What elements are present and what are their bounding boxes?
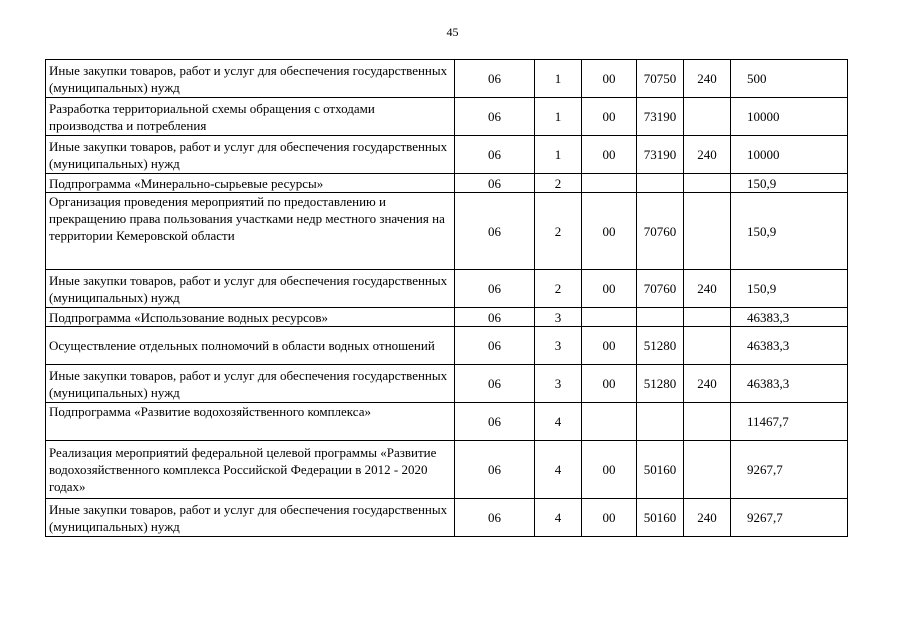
expense-type-code [684, 403, 731, 441]
direction-code: 70760 [637, 193, 684, 270]
direction-code: 51280 [637, 327, 684, 365]
table-row [46, 365, 848, 403]
subprogram-code: 3 [535, 365, 582, 403]
amount: 500 [731, 60, 848, 98]
amount: 9267,7 [731, 499, 848, 537]
direction-code [637, 403, 684, 441]
section-code: 06 [455, 174, 535, 193]
expense-type-code [684, 308, 731, 327]
table-row [46, 403, 848, 441]
section-code: 06 [455, 98, 535, 136]
section-code: 06 [455, 403, 535, 441]
event-code: 00 [582, 327, 637, 365]
section-code: 06 [455, 308, 535, 327]
event-code: 00 [582, 441, 637, 499]
row-name: Иные закупки товаров, работ и услуг для обеспечения государственных (муниципальных) нужд [46, 270, 455, 308]
event-code [582, 308, 637, 327]
row-name: Подпрограмма «Использование водных ресурсов» [46, 308, 455, 327]
row-name: Организация проведения мероприятий по предоставлению и прекращению права пользования участками недр местного значения на территории Кемеровской области [46, 193, 455, 270]
subprogram-code: 3 [535, 327, 582, 365]
row-name: Иные закупки товаров, работ и услуг для обеспечения государственных (муниципальных) нужд [46, 60, 455, 98]
row-name: Подпрограмма «Развитие водохозяйственного комплекса» [46, 403, 455, 441]
expense-type-code: 240 [684, 499, 731, 537]
direction-code: 70760 [637, 270, 684, 308]
row-name: Иные закупки товаров, работ и услуг для обеспечения государственных (муниципальных) нужд [46, 136, 455, 174]
event-code [582, 403, 637, 441]
amount: 46383,3 [731, 327, 848, 365]
amount: 150,9 [731, 270, 848, 308]
subprogram-code: 1 [535, 136, 582, 174]
event-code: 00 [582, 193, 637, 270]
subprogram-code: 1 [535, 98, 582, 136]
subprogram-code: 2 [535, 193, 582, 270]
subprogram-code: 2 [535, 174, 582, 193]
table-row [46, 327, 848, 365]
event-code: 00 [582, 499, 637, 537]
event-code: 00 [582, 270, 637, 308]
table-row [46, 136, 848, 174]
expense-type-code: 240 [684, 270, 731, 308]
table-row [46, 270, 848, 308]
table-row [46, 98, 848, 136]
subprogram-code: 2 [535, 270, 582, 308]
direction-code: 50160 [637, 499, 684, 537]
subprogram-code: 4 [535, 441, 582, 499]
budget-table [45, 59, 848, 537]
row-name: Разработка территориальной схемы обращения с отходами производства и потребления [46, 98, 455, 136]
expense-type-code [684, 98, 731, 136]
expense-type-code: 240 [684, 136, 731, 174]
section-code: 06 [455, 193, 535, 270]
amount: 10000 [731, 136, 848, 174]
table-row [46, 308, 848, 327]
table-row [46, 174, 848, 193]
amount: 46383,3 [731, 308, 848, 327]
event-code: 00 [582, 136, 637, 174]
section-code: 06 [455, 441, 535, 499]
amount: 11467,7 [731, 403, 848, 441]
row-name: Подпрограмма «Минерально-сырьевые ресурсы» [46, 174, 455, 193]
event-code: 00 [582, 60, 637, 98]
expense-type-code [684, 174, 731, 193]
section-code: 06 [455, 365, 535, 403]
direction-code: 50160 [637, 441, 684, 499]
subprogram-code: 4 [535, 499, 582, 537]
event-code: 00 [582, 365, 637, 403]
direction-code: 73190 [637, 98, 684, 136]
direction-code: 73190 [637, 136, 684, 174]
section-code: 06 [455, 136, 535, 174]
event-code: 00 [582, 98, 637, 136]
amount: 9267,7 [731, 441, 848, 499]
amount: 150,9 [731, 193, 848, 270]
table-row [46, 193, 848, 270]
section-code: 06 [455, 60, 535, 98]
row-name: Реализация мероприятий федеральной целевой программы «Развитие водохозяйственного комплекса Российской Федерации в 2012 - 2020 годах» [46, 441, 455, 499]
direction-code [637, 174, 684, 193]
expense-type-code: 240 [684, 365, 731, 403]
expense-type-code [684, 193, 731, 270]
table-row [46, 60, 848, 98]
event-code [582, 174, 637, 193]
expense-type-code [684, 441, 731, 499]
row-name: Осуществление отдельных полномочий в области водных отношений [46, 327, 455, 365]
page-number: 45 [446, 25, 459, 39]
direction-code: 70750 [637, 60, 684, 98]
row-name: Иные закупки товаров, работ и услуг для обеспечения государственных (муниципальных) нужд [46, 499, 455, 537]
section-code: 06 [455, 327, 535, 365]
table-row [46, 499, 848, 537]
subprogram-code: 3 [535, 308, 582, 327]
expense-type-code: 240 [684, 60, 731, 98]
amount: 10000 [731, 98, 848, 136]
subprogram-code: 4 [535, 403, 582, 441]
row-name: Иные закупки товаров, работ и услуг для обеспечения государственных (муниципальных) нужд [46, 365, 455, 403]
section-code: 06 [455, 499, 535, 537]
subprogram-code: 1 [535, 60, 582, 98]
amount: 150,9 [731, 174, 848, 193]
amount: 46383,3 [731, 365, 848, 403]
table-row [46, 441, 848, 499]
section-code: 06 [455, 270, 535, 308]
direction-code: 51280 [637, 365, 684, 403]
direction-code [637, 308, 684, 327]
expense-type-code [684, 327, 731, 365]
